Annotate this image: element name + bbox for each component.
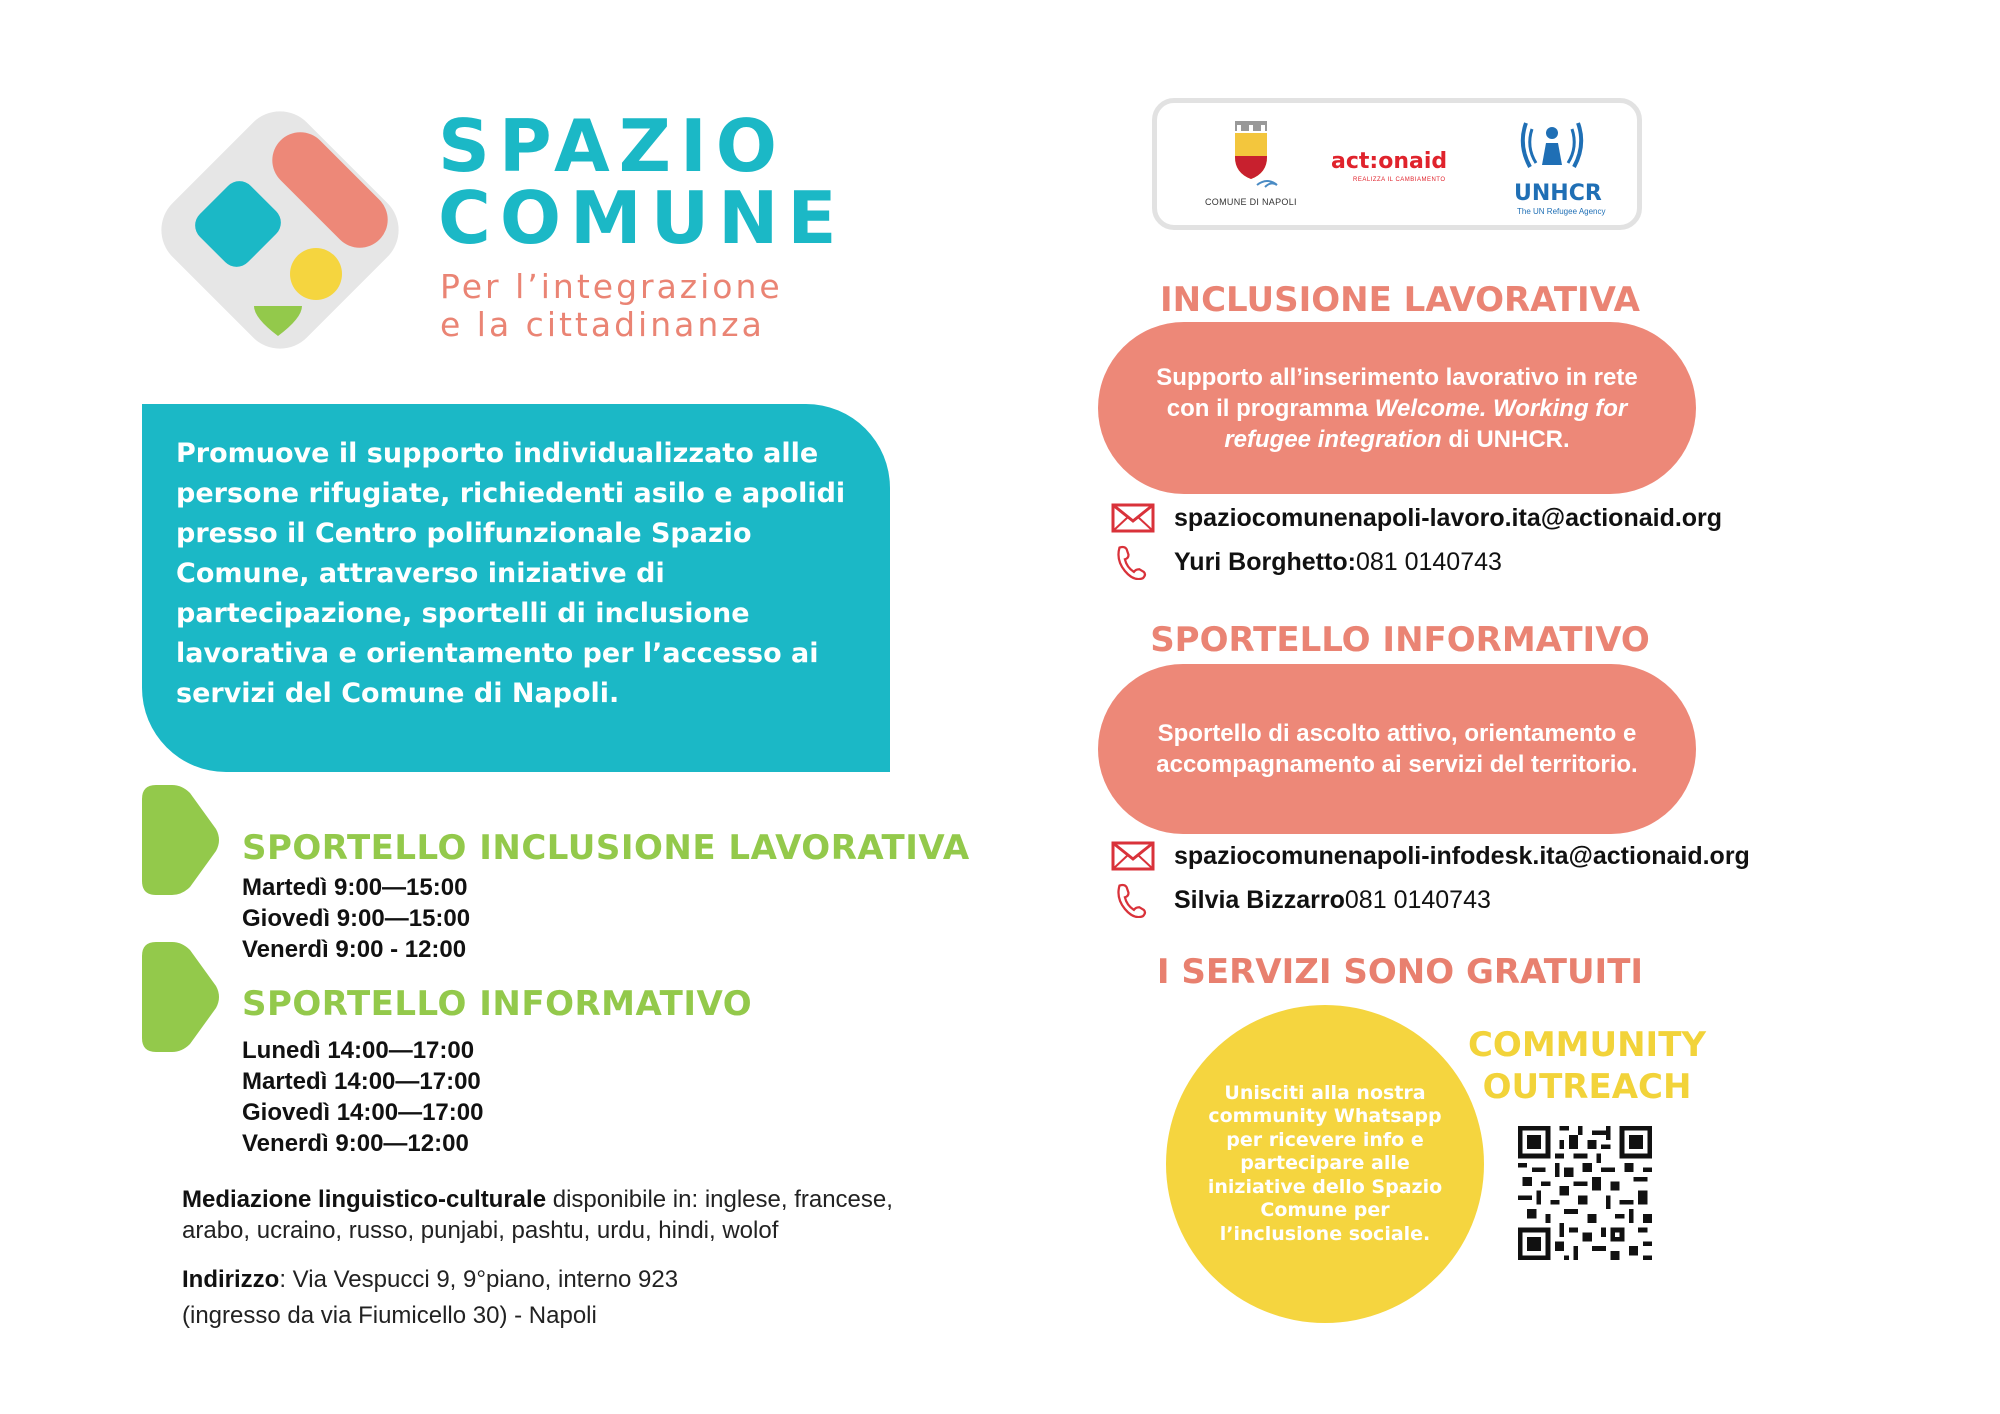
unhcr-logo xyxy=(1512,117,1592,175)
informativo-desc-line2: accompagnamento ai servizi del territorio. xyxy=(1156,751,1638,778)
mediation-text: disponibile in: inglese, francese, xyxy=(546,1186,893,1213)
community-invite-text: Unisciti alla nostra community Whatsapp per ricevere info e partecipare alle iniziative dello Spazio Comune per l’inclusione sociale. xyxy=(1207,1081,1443,1245)
informativo-phone[interactable]: 081 0140743 xyxy=(1344,885,1491,914)
inclusione-email-row xyxy=(1110,500,1722,536)
address-entrance: (ingresso da via Fiumicello 30) - Napoli xyxy=(182,1302,597,1329)
inclusione-desc-line2: con il programma xyxy=(1166,394,1375,422)
informativo-heading: SPORTELLO INFORMATIVO xyxy=(1150,620,1650,660)
brand-title-line1: SPAZIO xyxy=(438,104,786,188)
brand-title xyxy=(438,104,846,260)
inclusione-description-pill xyxy=(1098,322,1696,494)
schedule-hours-row: Venerdì 9:00—12:00 xyxy=(242,1130,469,1157)
schedule-hours-row: Martedì 14:00—17:00 xyxy=(242,1068,481,1095)
green-arrow-icon xyxy=(142,942,222,1052)
schedule-informativo-hours xyxy=(242,1035,483,1159)
inclusione-phone-row xyxy=(1110,544,1502,580)
community-circle xyxy=(1166,1005,1484,1323)
community-outreach-title xyxy=(1462,1024,1712,1108)
phone-icon xyxy=(1110,882,1156,918)
brand-subtitle xyxy=(440,268,783,344)
spazio-comune-logo-mark xyxy=(150,100,410,360)
inclusione-email[interactable]: spaziocomunenapoli-lavoro.ita@actionaid.org xyxy=(1174,503,1723,532)
schedule-hours-row: Giovedì 14:00—17:00 xyxy=(242,1099,484,1126)
address-info xyxy=(182,1262,678,1334)
schedule-hours-row: Martedì 9:00—15:00 xyxy=(242,874,468,901)
schedule-hours-row: Giovedì 9:00—15:00 xyxy=(242,905,471,932)
mediation-info xyxy=(182,1184,893,1246)
brand-subtitle-line2: e la cittadinanza xyxy=(440,305,765,344)
address-label: Indirizzo xyxy=(182,1266,280,1293)
schedule-hours-row: Lunedì 14:00—17:00 xyxy=(242,1037,475,1064)
intro-text: Promuove il supporto individualizzato alle persone rifugiate, richiedenti asilo e apolidi presso il Centro polifunzionale Spazio Comune, attraverso iniziative di partecipazione, sportelli di inclusione lavorativa e orientamento per l’accesso ai servizi del Comune di Napoli. xyxy=(176,438,846,709)
unhcr-tagline: The UN Refugee Agency xyxy=(1517,207,1606,216)
intro-box xyxy=(142,404,890,772)
schedule-lavoro-hours xyxy=(242,872,470,965)
inclusione-desc-program-cont: refugee integration xyxy=(1224,425,1442,453)
community-title-line1: COMMUNITY xyxy=(1467,1025,1707,1065)
informativo-email-row xyxy=(1110,838,1750,874)
mail-icon xyxy=(1110,500,1156,536)
inclusione-desc-line1: Supporto all’inserimento lavorativo in rete xyxy=(1156,363,1638,391)
informativo-email[interactable]: spaziocomunenapoli-infodesk.ita@actionaid.org xyxy=(1174,841,1750,870)
inclusione-heading: INCLUSIONE LAVORATIVA xyxy=(1160,280,1640,320)
inclusione-desc-program: Welcome. Working for xyxy=(1374,394,1628,422)
phone-icon xyxy=(1110,544,1156,580)
green-arrow-icon xyxy=(142,785,222,895)
schedule-informativo-title: SPORTELLO INFORMATIVO xyxy=(242,984,753,1024)
informativo-contact-name: Silvia Bizzarro xyxy=(1174,885,1345,914)
mediation-label: Mediazione linguistico-culturale xyxy=(182,1186,547,1213)
brand-title-line2: COMUNE xyxy=(438,176,846,260)
schedule-hours-row: Venerdì 9:00 - 12:00 xyxy=(242,936,467,963)
comune-napoli-label: COMUNE DI NAPOLI xyxy=(1205,197,1297,207)
informativo-desc-line1: Sportello di ascolto attivo, orientamento e xyxy=(1157,720,1637,747)
actionaid-tagline: REALIZZA IL CAMBIAMENTO xyxy=(1353,177,1446,183)
schedule-lavoro-title: SPORTELLO INCLUSIONE LAVORATIVA xyxy=(242,828,970,868)
free-services-heading: I SERVIZI SONO GRATUITI xyxy=(1156,952,1644,992)
informativo-phone-row xyxy=(1110,882,1491,918)
sponsor-logos-box xyxy=(1152,98,1642,230)
unhcr-label: UNHCR xyxy=(1514,181,1602,206)
informativo-description-pill xyxy=(1098,664,1696,834)
inclusione-desc-line3: di UNHCR. xyxy=(1441,425,1570,453)
brand-subtitle-line1: Per l’integrazione xyxy=(440,267,783,306)
whatsapp-qr-code[interactable] xyxy=(1518,1126,1652,1260)
inclusione-contact-name: Yuri Borghetto: xyxy=(1174,547,1356,576)
address-text: : Via Vespucci 9, 9°piano, interno 923 xyxy=(279,1266,679,1293)
mail-icon xyxy=(1110,838,1156,874)
actionaid-logo: act:onaid xyxy=(1331,149,1448,174)
community-title-line2: OUTREACH xyxy=(1482,1067,1692,1107)
inclusione-phone[interactable]: 081 0140743 xyxy=(1355,547,1502,576)
mediation-languages: arabo, ucraino, russo, punjabi, pashtu, urdu, hindi, wolof xyxy=(182,1217,779,1244)
